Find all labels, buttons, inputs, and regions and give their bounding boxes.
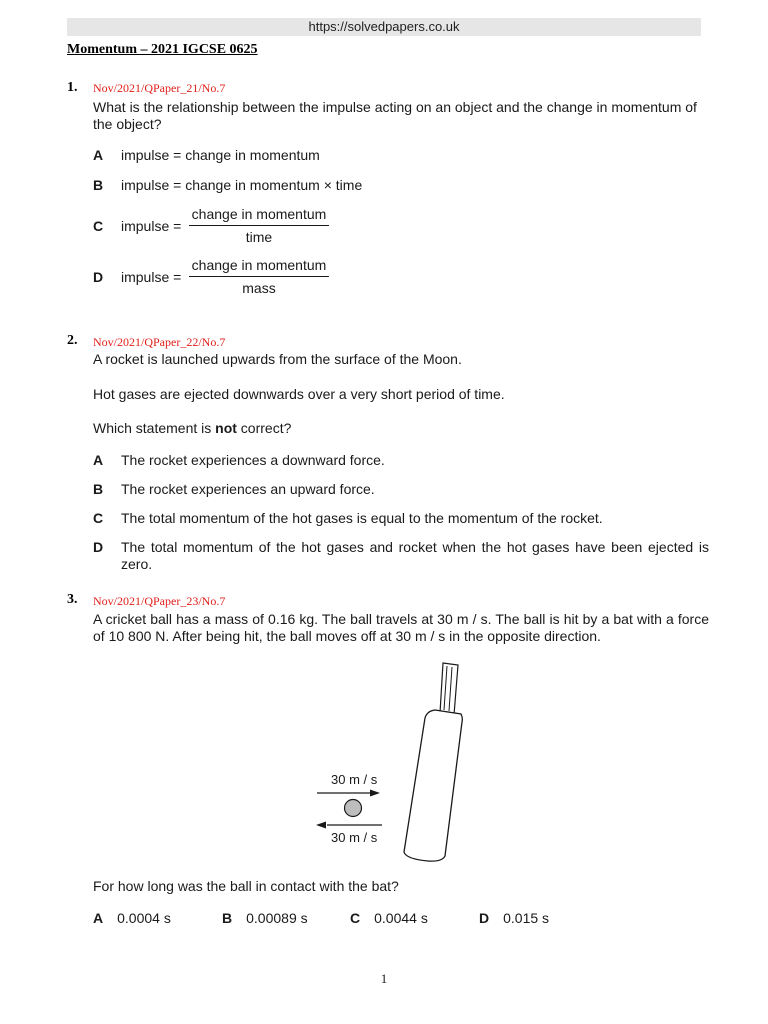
page-number: 1 — [380, 971, 388, 986]
question-3-question: For how long was the ball in contact with the bat? — [93, 878, 399, 894]
question-2-source: Nov/2021/QPaper_22/No.7 — [93, 335, 226, 349]
fraction-numerator: change in momentum — [189, 257, 329, 277]
prompt-emphasis: not — [215, 420, 237, 436]
question-3-option-b — [222, 910, 308, 926]
option-letter: B — [93, 481, 104, 497]
bat-blade — [404, 710, 462, 861]
option-letter: A — [93, 452, 104, 468]
question-2-prompt — [93, 420, 709, 437]
question-2-detail: Hot gases are ejected downwards over a very short period of time. — [93, 386, 505, 402]
option-text: 0.00089 s — [246, 910, 308, 926]
question-3-text: A cricket ball has a mass of 0.16 kg. The ball travels at 30 m / s. The ball is hit by a bat with a force of 10 800 N. After being hit, the ball moves off at 30 m / s in the opposite direction. — [93, 611, 709, 644]
question-3-option-c — [350, 910, 428, 926]
question-1-number: 1. — [67, 80, 78, 95]
speed-incoming-label: 30 m / s — [331, 772, 378, 787]
question-3-option-a — [93, 910, 171, 926]
question-1-option-a — [93, 147, 709, 164]
formula-label: impulse = — [121, 218, 182, 234]
question-3-option-d — [479, 910, 549, 926]
option-text: impulse = change in momentum — [121, 147, 320, 163]
fraction-denominator: mass — [242, 280, 276, 296]
page-header-url: https://solvedpapers.co.uk — [67, 18, 701, 36]
question-2-number: 2. — [67, 333, 78, 348]
option-text: 0.015 s — [503, 910, 550, 926]
question-2-option-b — [93, 481, 709, 498]
fraction-denominator: time — [245, 229, 273, 245]
option-letter: C — [93, 510, 104, 526]
question-3-number: 3. — [67, 592, 78, 607]
question-1-source: Nov/2021/QPaper_21/No.7 — [93, 81, 226, 95]
option-text: The total momentum of the hot gases and rocket when the hot gases have been ejected is zero. — [121, 539, 709, 572]
question-3-source: Nov/2021/QPaper_23/No.7 — [93, 594, 226, 608]
option-text: 0.0044 s — [374, 910, 428, 926]
option-letter: D — [93, 539, 104, 555]
question-1-option-c-letter: C — [93, 218, 104, 234]
question-2-option-d — [93, 539, 709, 573]
option-text: The rocket experiences an upward force. — [121, 481, 375, 497]
option-text: The total momentum of the hot gases is equal to the momentum of the rocket. — [121, 510, 603, 526]
option-text: 0.0004 s — [117, 910, 171, 926]
question-1-option-b — [93, 177, 709, 194]
option-text: The rocket experiences a downward force. — [121, 452, 385, 468]
question-2-option-c — [93, 510, 709, 527]
fraction-numerator: change in momentum — [189, 206, 329, 226]
arrow-incoming-head — [370, 790, 380, 797]
question-1-option-d-letter: D — [93, 269, 104, 285]
option-text: impulse = change in momentum × time — [121, 177, 363, 193]
question-1-text: What is the relationship between the impulse acting on an object and the change in momentum of the object? — [93, 99, 697, 132]
page-title: Momentum – 2021 IGCSE 0625 — [67, 42, 258, 57]
option-letter: A — [93, 910, 104, 926]
question-2-intro: A rocket is launched upwards from the surface of the Moon. — [93, 351, 462, 367]
option-letter: B — [93, 177, 104, 193]
arrow-outgoing-head — [316, 822, 326, 829]
question-2-option-a — [93, 452, 709, 469]
cricket-ball — [345, 800, 362, 817]
formula-label: impulse = — [121, 269, 182, 285]
option-letter: A — [93, 147, 104, 163]
option-letter: B — [222, 910, 233, 926]
prompt-text: correct? — [236, 420, 292, 436]
speed-outgoing-label: 30 m / s — [331, 830, 378, 845]
cricket-bat-ball-diagram — [290, 660, 490, 870]
option-letter: C — [350, 910, 361, 926]
prompt-text: Which statement is — [93, 420, 216, 436]
option-letter: D — [479, 910, 490, 926]
